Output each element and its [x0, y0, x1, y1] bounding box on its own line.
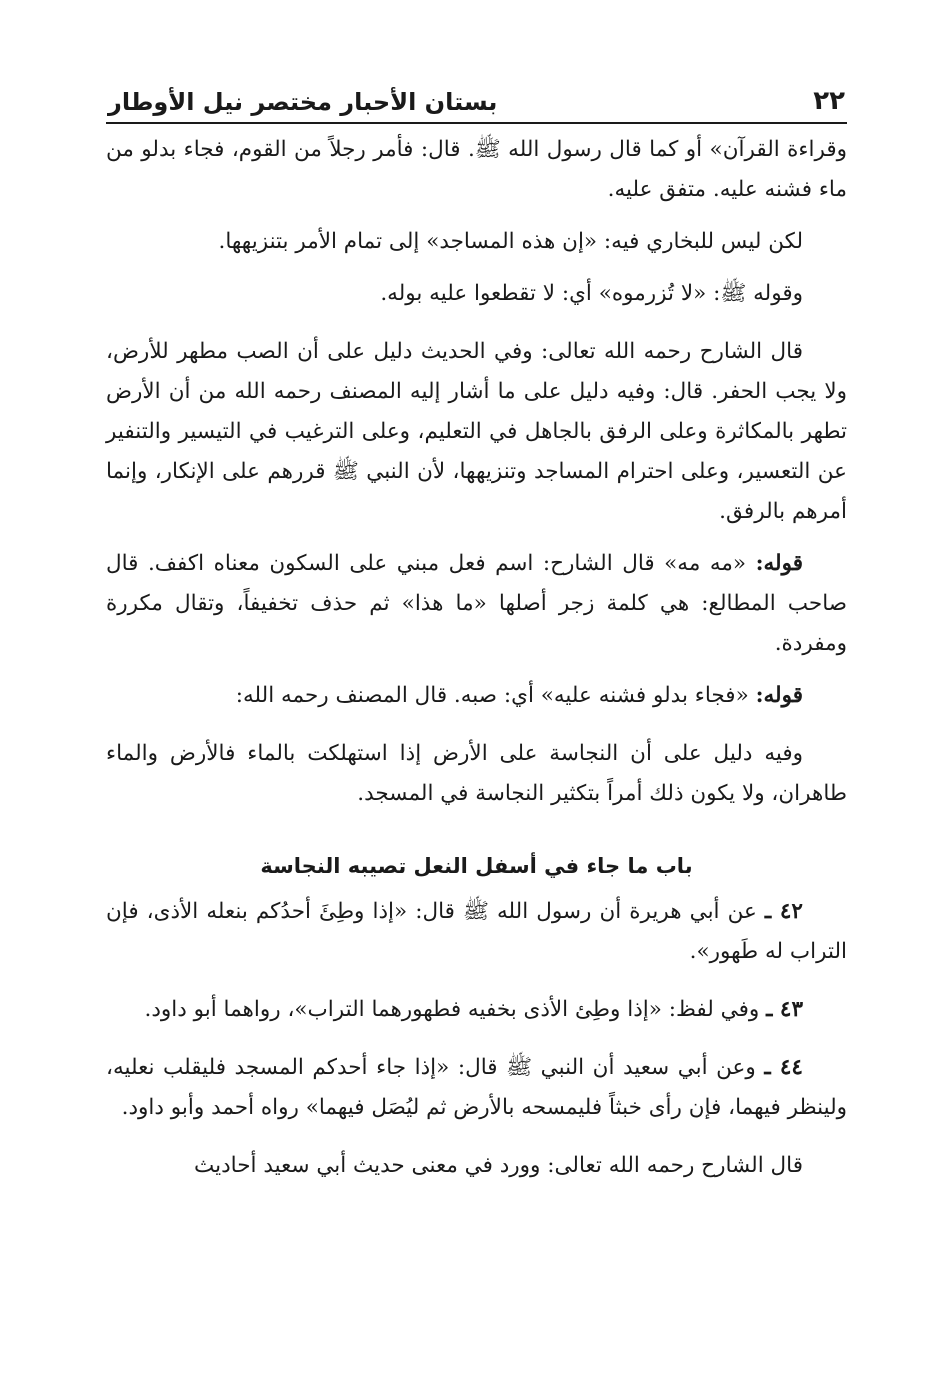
paragraph-text: «مه مه» قال الشارح: اسم فعل مبني على السكون معناه اكفف. قال صاحب المطالع: هي كلمة زجر أصلها «ما هذا» ثم حذف تخفيفاً، وتقال مكررة ومفردة.	[106, 551, 847, 656]
hadith-43	[106, 990, 847, 1030]
paragraph: لكن ليس للبخاري فيه: «إن هذه المساجد» إلى تمام الأمر بتنزيهها.	[218, 229, 803, 254]
book-title: بستان الأحبار مختصر نيل الأوطار	[108, 88, 498, 116]
hadith-42	[106, 892, 847, 972]
hadith-number: ٤٣ ـ	[766, 997, 803, 1022]
section-heading: باب ما جاء في أسفل النعل تصيبه النجاسة	[260, 854, 693, 878]
paragraph	[106, 544, 847, 664]
paragraph: وفيه دليل على أن النجاسة على الأرض إذا استهلكت بالماء فالأرض والماء طاهران، ولا يكون ذلك أمراً بتكثير النجاسة في المسجد.	[106, 741, 847, 806]
paragraph-text: «فجاء بدلو فشنه عليه» أي: صبه. قال المصنف رحمه الله:	[235, 683, 749, 708]
paragraph: وقوله ﷺ: «لا تُزرموه» أي: لا تقطعوا عليه بوله.	[380, 281, 803, 306]
hadith-text: وفي لفظ: «إذا وطِئ الأذى بخفيه فطهورهما التراب»، رواهما أبو داود.	[144, 997, 760, 1022]
hadith-text: عن أبي هريرة أن رسول الله ﷺ قال: «إذا وطِئَ أحدُكم بنعله الأذى، فإن التراب له طَهور».	[106, 899, 847, 964]
paragraph	[106, 676, 847, 716]
paragraph: قال الشارح رحمه الله تعالى: وورد في معنى حديث أبي سعيد أحاديث	[194, 1153, 803, 1178]
paragraph: وقراءة القرآن» أو كما قال رسول الله ﷺ. قال: فأمر رجلاً من القوم، فجاء بدلو من ماء فشنه عليه. متفق عليه.	[106, 137, 847, 202]
keyword-label: قوله:	[755, 683, 803, 708]
page-body	[106, 130, 847, 1186]
hadith-44	[106, 1048, 847, 1128]
hadith-text: وعن أبي سعيد أن النبي ﷺ قال: «إذا جاء أحدكم المسجد فليقلب نعليه، ولينظر فيهما، فإن رأى خبثاً فليمسحه بالأرض ثم ليُصَل فيهما» رواه أحمد وأبو داود.	[106, 1055, 847, 1120]
paragraph: قال الشارح رحمه الله تعالى: وفي الحديث دليل على أن الصب مطهر للأرض، ولا يجب الحفر. قال: وفيه دليل على ما أشار إليه المصنف رحمه الله من أن الأرض تطهر بالمكاثرة وعلى الرفق بالجاهل في التعليم، وعلى الترغيب في التيسير والتنفير عن التعسير، وعلى احترام المساجد وتنزيهها، لأن النبي ﷺ قررهم على الإنكار، وإنما أمرهم بالرفق.	[106, 339, 847, 524]
page-header	[106, 78, 847, 124]
keyword-label: قوله:	[755, 551, 803, 576]
page-number: ٢٢	[813, 86, 845, 116]
hadith-number: ٤٢ ـ	[764, 899, 803, 924]
hadith-number: ٤٤ ـ	[764, 1055, 803, 1080]
